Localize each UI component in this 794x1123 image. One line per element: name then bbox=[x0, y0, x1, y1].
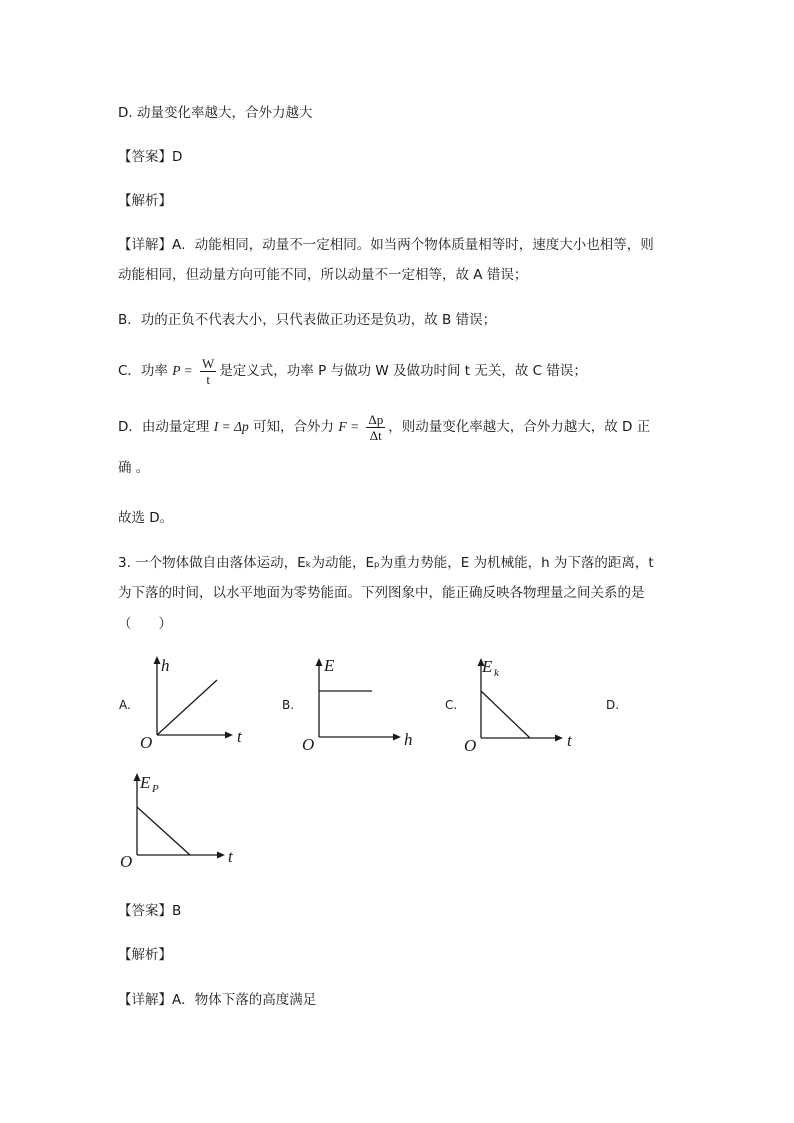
graph-a bbox=[130, 650, 260, 755]
graph-c-y-label: E bbox=[482, 657, 493, 676]
graph-c-x-arrow bbox=[555, 735, 563, 742]
detail-b: B．功的正负不代表大小，只代表做正功还是负功，故 B 错误； bbox=[118, 312, 497, 328]
detail-c bbox=[118, 356, 587, 386]
impulse-equation: I = Δp bbox=[213, 419, 249, 434]
detail-c-suffix: 是定义式，功率 P 与做功 W 及做功时间 t 无关，故 C 错误； bbox=[219, 363, 587, 379]
graph-a-x-arrow bbox=[225, 732, 233, 739]
power-lhs: P = bbox=[172, 363, 193, 378]
force-numerator: Δp bbox=[368, 411, 384, 427]
graph-c-x-label: t bbox=[567, 731, 572, 750]
analysis-label: 【解析】 bbox=[118, 193, 172, 209]
graph-b-x-label: h bbox=[404, 730, 413, 749]
graph-b-origin: O bbox=[302, 735, 315, 754]
question3-line3: （ ） bbox=[118, 616, 172, 632]
option-d-text: D. 动量变化率越大，合外力越大 bbox=[118, 105, 313, 121]
detail-a-line2: 动能相同，但动量方向可能不同，所以动量不一定相等，故 A 错误； bbox=[118, 267, 528, 283]
detail3-a: 【详解】A．物体下落的高度满足 bbox=[118, 992, 317, 1008]
option-b-label: B. bbox=[282, 698, 295, 712]
graph-b-x-arrow bbox=[393, 734, 401, 741]
graph-d-origin: O bbox=[120, 852, 133, 871]
graph-a-origin: O bbox=[140, 733, 153, 752]
graph-c-curve bbox=[481, 691, 530, 738]
option-a-label: A. bbox=[119, 698, 131, 712]
option-c-label: C. bbox=[445, 698, 458, 712]
graph-b bbox=[292, 650, 422, 755]
graph-d-curve bbox=[137, 807, 190, 855]
force-denominator: Δt bbox=[369, 427, 382, 443]
graph-b-y-label: E bbox=[324, 656, 335, 675]
detail-d-line1 bbox=[118, 412, 650, 442]
power-fraction bbox=[200, 357, 216, 386]
graph-b-y-arrow bbox=[316, 658, 323, 666]
graph-a-y-label: h bbox=[161, 656, 170, 675]
detail-d-line2: 确 。 bbox=[118, 460, 150, 476]
question3-line1: 3. 一个物体做自由落体运动，Eₖ为动能，Eₚ为重力势能，E 为机械能，h 为下落的距离，t bbox=[118, 555, 654, 571]
detail-c-prefix: C．功率 bbox=[118, 363, 168, 379]
conclusion: 故选 D。 bbox=[118, 510, 174, 526]
force-lhs: F = bbox=[338, 419, 360, 434]
graph-d bbox=[112, 765, 257, 870]
graph-d-x-arrow bbox=[217, 852, 225, 859]
question3-line2: 为下落的时间，以水平地面为零势能面。下列图象中，能正确反映各物理量之间关系的是 bbox=[118, 585, 645, 601]
power-denominator: t bbox=[206, 371, 210, 387]
option-d-label: D. bbox=[606, 698, 620, 712]
graph-c bbox=[455, 650, 585, 755]
force-fraction bbox=[366, 413, 385, 442]
graph-d-x-label: t bbox=[228, 847, 233, 866]
graph-c-origin: O bbox=[464, 736, 477, 755]
graph-a-curve bbox=[157, 680, 217, 735]
detail-d-prefix: D．由动量定理 bbox=[118, 419, 210, 435]
graph-d-y-label: E bbox=[140, 773, 151, 792]
detail-d-suffix: ，则动量变化率越大，合外力越大，故 D 正 bbox=[388, 419, 651, 435]
power-numerator: W bbox=[202, 355, 215, 371]
analysis2-label: 【解析】 bbox=[118, 947, 172, 963]
graph-d-y-subscript: P bbox=[152, 783, 159, 795]
answer-label: 【答案】D bbox=[118, 149, 183, 165]
graph-a-y-arrow bbox=[154, 656, 161, 664]
graph-c-y-subscript: k bbox=[494, 667, 499, 679]
graph-a-x-label: t bbox=[237, 727, 242, 746]
detail-a-line1: 【详解】A．动能相同，动量不一定相同。如当两个物体质量相等时，速度大小也相等，则 bbox=[118, 237, 654, 253]
answer2-label: 【答案】B bbox=[118, 903, 182, 919]
detail-d-middle: 可知，合外力 bbox=[253, 419, 335, 435]
